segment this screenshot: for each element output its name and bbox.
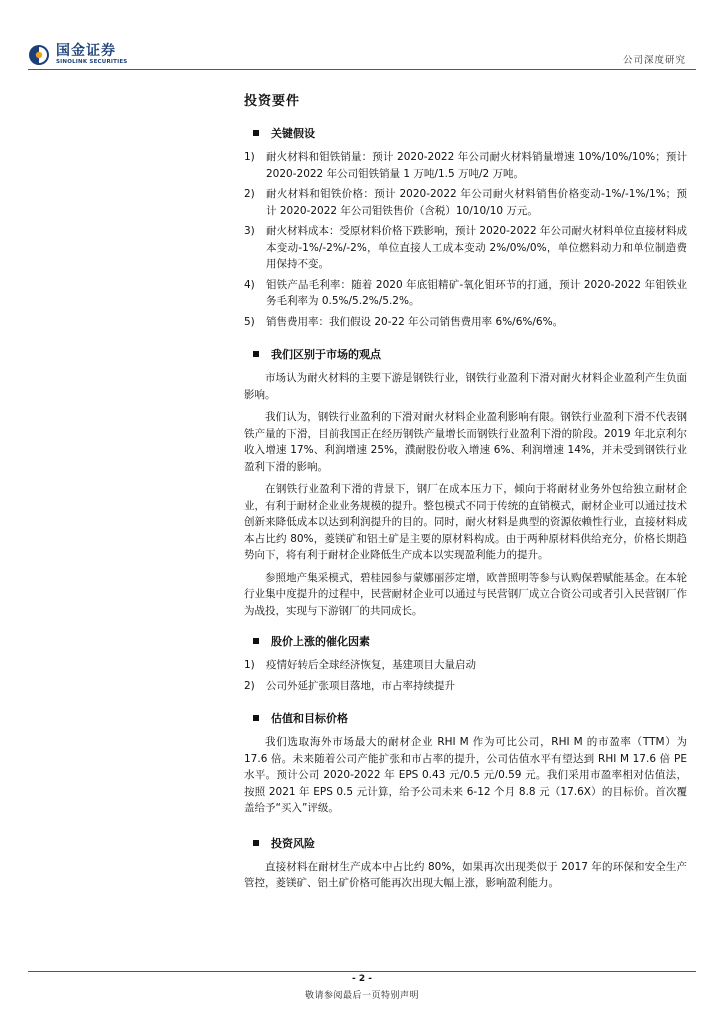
paragraph: 参照地产集采模式，碧桂园参与蒙娜丽莎定增，欧普照明等参与认购保碧赋能基金。在本轮行业集中度提升的过程中，民营耐材企业可以通过与民营钢厂成立合资公司或者引入民营钢厂作为战投，实现与下游钢厂的共同成长。 [244, 571, 687, 617]
section-heading: 股价上涨的催化因素 [271, 635, 370, 648]
item-text: 耐火材料和钼铁销量：预计 2020-2022 年公司耐火材料销量增速 10%/10%/10%；预计 2020-2022 年公司钼铁销量 1 万吨/1.5 万吨/2 万吨。 [266, 151, 687, 180]
section-catalysts [244, 633, 687, 649]
paragraph: 市场认为耐火材料的主要下游是钢铁行业，钢铁行业盈利下滑对耐火材料企业盈利产生负面影响。 [244, 372, 687, 401]
logo-english-name: SINOLINK SECURITIES [56, 59, 128, 65]
item-number: 2) [244, 188, 255, 200]
item-number: 1) [244, 151, 255, 163]
item-number: 1) [244, 659, 255, 671]
logo-icon [28, 44, 50, 66]
section-key-assumptions [244, 125, 687, 141]
item-number: 4) [244, 278, 255, 291]
square-bullet-icon [253, 351, 259, 357]
list-item [244, 678, 687, 695]
item-text: 耐火材料和钼铁价格：预计 2020-2022 年公司耐火材料销售价格变动-1%/-1%/1%；预计 2020-2022 年公司钼铁售价（含税）10/10/10 万元。 [266, 188, 687, 217]
item-text: 销售费用率：我们假设 20-22 年公司销售费用率 6%/6%/6%。 [266, 315, 564, 328]
section-heading: 估值和目标价格 [271, 712, 348, 725]
section-our-view [244, 346, 687, 362]
list-item [244, 149, 687, 182]
square-bullet-icon [253, 638, 259, 644]
square-bullet-icon [253, 130, 259, 136]
list-item [244, 657, 687, 674]
section-valuation [244, 710, 687, 726]
section-heading: 投资风险 [271, 836, 315, 850]
square-bullet-icon [253, 715, 259, 721]
page-header [0, 0, 724, 70]
page-number: - 2 - [352, 974, 372, 984]
item-text: 钼铁产品毛利率：随着 2020 年底钼精矿-氧化钼环节的打通，预计 2020-2022 年钼铁业务毛利率为 0.5%/5.2%/5.2%。 [266, 278, 687, 307]
main-content [244, 90, 687, 898]
item-text: 公司外延扩张项目落地，市占率持续提升 [266, 679, 455, 692]
section-heading: 关键假设 [271, 127, 315, 140]
square-bullet-icon [253, 840, 259, 846]
list-item [244, 314, 687, 331]
paragraph: 在钢铁行业盈利下滑的背景下，钢厂在成本压力下，倾向于将耐材业务外包给独立耐材企业，有利于耐材企业业务规模的提升。整包模式不同于传统的直销模式，耐材企业可以通过技术创新来降低成本以达到利润提升的目的。同时，耐火材料是典型的资源依赖性行业，直接材料成本占比约 80%，菱镁矿和铝土矿是主要的原材料构成。由于两种原材料供给充分，价格长期趋势向下，将有利于耐材企业降低生产成本以实现盈利能力的提升。 [244, 483, 687, 561]
header-divider [28, 69, 696, 70]
page-title: 投资要件 [244, 94, 301, 109]
disclaimer-note: 敬请参阅最后一页特别声明 [304, 991, 419, 1001]
list-item [244, 223, 687, 273]
list-item [244, 186, 687, 219]
footer-divider [28, 971, 696, 972]
section-heading: 我们区别于市场的观点 [271, 348, 381, 361]
item-text: 耐火材料成本：受原材料价格下跌影响，预计 2020-2022 年公司耐火材料单位直接材料成本变动-1%/-2%/-2%，单位直接人工成本变动 2%/0%/0%，单位燃料动力和单位制造费用保持不变。 [266, 225, 687, 270]
section-risks [244, 835, 687, 851]
list-item [244, 277, 687, 310]
item-text: 疫情好转后全球经济恢复，基建项目大量启动 [266, 659, 476, 671]
item-number: 5) [244, 315, 255, 328]
paragraph: 我们选取海外市场最大的耐材企业 RHI M 作为可比公司，RHI M 的市盈率（TTM）为 17.6 倍。未来随着公司产能扩张和市占率的提升，公司估值水平有望达到 RHI M 17.6 倍 PE 水平。预计公司 2020-2022 年 EPS 0.43 元/0.5 元/0.59 元。我们采用市盈率相对估值法，按照 2021 年 EPS 0.5 元计算，给予公司未来 6-12 个月 8.8 元（17.6X）的目标价。首次覆盖给予“买入”评级。 [244, 736, 687, 814]
company-logo [28, 42, 127, 68]
paragraph: 直接材料在耐材生产成本中占比约 80%，如果再次出现类似于 2017 年的环保和安全生产管控，菱镁矿、铝土矿价格可能再次出现大幅上涨，影响盈利能力。 [244, 860, 687, 889]
report-type-label: 公司深度研究 [622, 55, 686, 66]
item-number: 3) [244, 225, 255, 237]
paragraph: 我们认为，钢铁行业盈利的下滑对耐火材料企业盈利影响有限。钢铁行业盈利下滑不代表钢铁产量的下滑，目前我国正在经历钢铁产量增长而钢铁行业盈利下滑的阶段。2019 年北京利尔收入增速 17%、利润增速 25%，濮耐股份收入增速 6%、利润增速 14%，并未受到钢铁行业盈利下滑的影响。 [244, 411, 687, 473]
logo-chinese-name: 国金证券 [56, 43, 116, 59]
item-number: 2) [244, 679, 255, 692]
